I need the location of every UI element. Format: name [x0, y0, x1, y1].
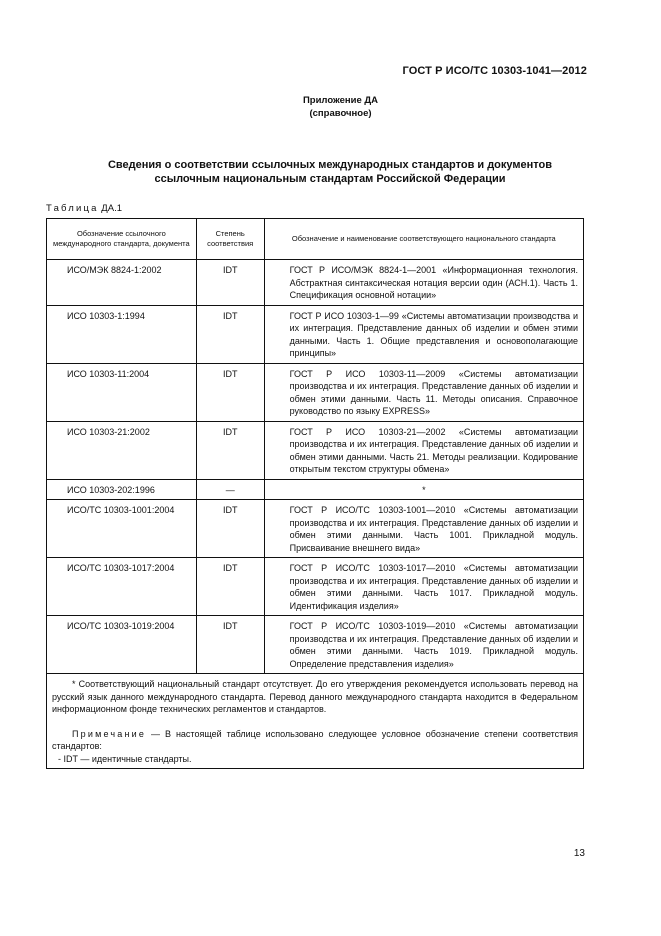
cell-standard: ИСО 10303-202:1996 — [47, 479, 197, 500]
table-footer — [47, 674, 584, 769]
cell-degree: IDT — [196, 558, 264, 616]
cell-standard: ИСО/ТС 10303-1019:2004 — [47, 616, 197, 674]
cell-national — [264, 500, 583, 558]
header-national-standard: Обозначение и наименование соответствующего национального стандарта — [264, 219, 583, 260]
cell-national — [264, 421, 583, 479]
appendix-heading — [0, 94, 661, 120]
page-number: 13 — [573, 848, 585, 859]
note-label: Примечание — [72, 728, 147, 739]
table-caption — [46, 203, 122, 214]
cell-national — [264, 558, 583, 616]
cell-degree: IDT — [196, 305, 264, 363]
cell-national — [264, 260, 583, 306]
cell-national — [264, 305, 583, 363]
cell-standard: ИСО 10303-21:2002 — [47, 421, 197, 479]
cell-standard: ИСО/МЭК 8824-1:2002 — [47, 260, 197, 306]
table-row — [47, 558, 584, 616]
national-text: ГОСТ Р ИСО/ТС 10303-1001—2010 «Системы автоматизации производства и их интеграция. Представление данных об изделии и обмен этими данными. Часть 1001. Прикладной модуль. Присваивание внешнего вида» — [289, 505, 578, 553]
section-title — [60, 158, 600, 186]
national-text: ГОСТ Р ИСО/ТС 10303-1017—2010 «Системы автоматизации производства и их интеграция. Представление данных об изделии и обмен этими данными. Часть 1017. Прикладной модуль. Идентификация изделия» — [289, 563, 578, 611]
table-caption-number: ДА.1 — [101, 203, 122, 214]
national-text: ГОСТ Р ИСО 10303-1—99 «Системы автоматизации производства и их интеграция. Представление данных об изделии и обмен этими данными. Часть 1. Общие представления и основополагающие принципы» — [289, 310, 578, 358]
cell-degree: IDT — [196, 363, 264, 421]
cell-degree: IDT — [196, 500, 264, 558]
cell-national — [264, 616, 583, 674]
cell-degree: IDT — [196, 421, 264, 479]
table-row — [47, 500, 584, 558]
section-title-line-1: Сведения о соответствии ссылочных международных стандартов и документов — [107, 159, 553, 171]
header-degree: Степень соответствия — [196, 219, 264, 260]
cell-standard: ИСО/ТС 10303-1017:2004 — [47, 558, 197, 616]
national-text: ГОСТ Р ИСО/ТС 10303-1019—2010 «Системы автоматизации производства и их интеграция. Представление данных об изделии и обмен этими данными. Часть 1019. Прикладной модуль. Определение представления изделия» — [289, 621, 578, 669]
table-row — [47, 305, 584, 363]
footnote: * Соответствующий национальный стандарт отсутствует. До его утверждения рекомендуется использовать перевод на русский язык данного международного стандарта. Перевод данного международного стандарта находится в Федеральном информационном фонде технических регламентов и стандартов. — [52, 679, 578, 714]
cell-standard: ИСО 10303-1:1994 — [47, 305, 197, 363]
table-row — [47, 479, 584, 500]
table-row — [47, 616, 584, 674]
table-header-row — [47, 219, 584, 260]
cell-standard: ИСО/ТС 10303-1001:2004 — [47, 500, 197, 558]
cell-national: * — [264, 479, 583, 500]
note-text: — В настоящей таблице использовано следующее условное обозначение степени соответствия стандартов: — [52, 728, 578, 751]
cell-national — [264, 363, 583, 421]
table-row — [47, 363, 584, 421]
legend-idt: - IDT — идентичные стандарты. — [58, 753, 192, 764]
cell-degree: — — [196, 479, 264, 500]
document-code: ГОСТ Р ИСО/ТС 10303-1041—2012 — [402, 65, 587, 77]
cell-degree: IDT — [196, 260, 264, 306]
table-row — [47, 260, 584, 306]
note — [52, 728, 578, 753]
cell-degree: IDT — [196, 616, 264, 674]
national-text: ГОСТ Р ИСО 10303-21—2002 «Системы автоматизации производства и их интеграция. Представление данных об изделии и обмен этими данными. Часть 21. Методы реализации. Кодирование открытым текстом структуры обмена» — [289, 426, 578, 474]
national-text: ГОСТ Р ИСО/МЭК 8824-1—2001 «Информационная технология. Абстрактная синтаксическая нотация версии один (АСН.1). Часть 1. Спецификация основной нотации» — [289, 265, 578, 300]
appendix-title: Приложение ДА — [302, 95, 379, 106]
table-row — [47, 421, 584, 479]
table-footer-row — [47, 674, 584, 769]
table-caption-word: Таблица — [46, 203, 99, 214]
header-international-standard: Обозначение ссылочного международного стандарта, документа — [47, 219, 197, 260]
national-text: ГОСТ Р ИСО 10303-11—2009 «Системы автоматизации производства и их интеграция. Представление данных об изделии и обмен этими данными. Часть 11. Методы описания. Справочное руководство по языку EXPRESS» — [289, 368, 578, 416]
standards-correspondence-table — [46, 218, 584, 769]
cell-standard: ИСО 10303-11:2004 — [47, 363, 197, 421]
appendix-subtitle: (справочное) — [309, 108, 372, 119]
section-title-line-2: ссылочным национальным стандартам Российской Федерации — [154, 173, 506, 185]
